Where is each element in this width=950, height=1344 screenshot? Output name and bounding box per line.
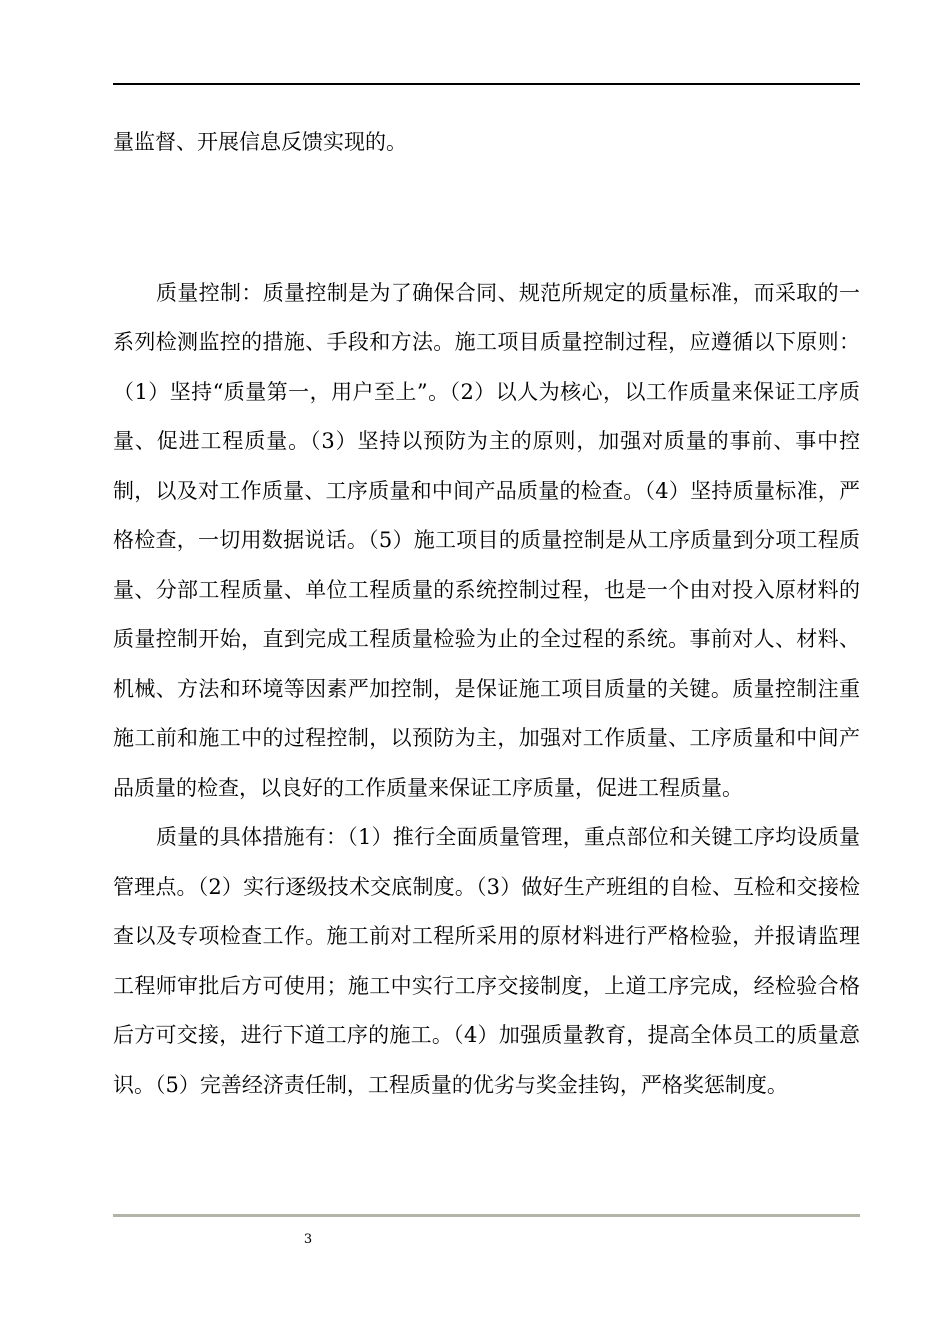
paragraph-continuation: 量监督、开展信息反馈实现的。 [113, 130, 407, 154]
paragraph-quality-measures: 质量的具体措施有：（1）推行全面质量管理，重点部位和关键工序均设质量管理点。（2）实行逐级技术交底制度。（3）做好生产班组的自检、互检和交接检查以及专项检查工作。施工前对工程所采用的原材料进行严格检验，并报请监理工程师审批后方可使用；施工中实行工序交接制度，上道工序完成，经检验合格后方可交接，进行下道工序的施工。（4）加强质量教育，提高全体员工的质量意识。（5）完善经济责任制，工程质量的优劣与奖金挂钩，严格奖惩制度。 [113, 825, 860, 1097]
page-number: 3 [303, 1232, 313, 1247]
footer-rule [113, 1214, 860, 1217]
header-rule [113, 83, 860, 85]
paragraph-quality-control: 质量控制：质量控制是为了确保合同、规范所规定的质量标准，而采取的一系列检测监控的措施、手段和方法。施工项目质量控制过程，应遵循以下原则：（1）坚持“质量第一，用户至上”。（2）以人为核心，以工作质量来保证工序质量、促进工程质量。（3）坚持以预防为主的原则，加强对质量的事前、事中控制，以及对工作质量、工序质量和中间产品质量的检查。（4）坚持质量标准，严格检查，一切用数据说话。（5）施工项目的质量控制是从工序质量到分项工程质量、分部工程质量、单位工程质量的系统控制过程，也是一个由对投入原材料的质量控制开始，直到完成工程质量检验为止的全过程的系统。事前对人、材料、机械、方法和环境等因素严加控制，是保证施工项目质量的关键。质量控制注重施工前和施工中的过程控制，以预防为主，加强对工作质量、工序质量和中间产品质量的检查，以良好的工作质量来保证工序质量，促进工程质量。 [113, 280, 860, 800]
document-body [113, 118, 860, 1110]
